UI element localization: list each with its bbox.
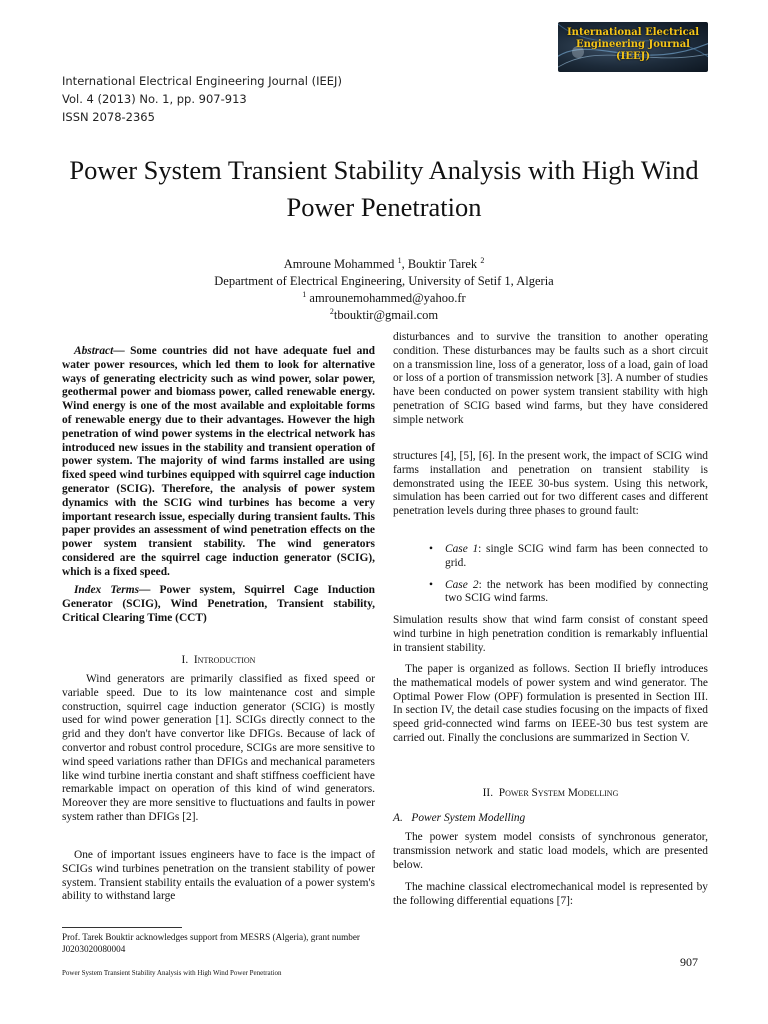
- intro-p2-text: One of important issues engineers have to face is the impact of SCIGs wind turbines penetration on the transient stability of power system. Transient stability entails the evaluation of a power system's ability to withstand large: [62, 849, 375, 903]
- journal-issn: ISSN 2078-2365: [62, 110, 155, 124]
- journal-header: [62, 72, 342, 126]
- intro-p1-text: Wind generators are primarily classified as fixed speed or variable speed. Due to its low maintenance cost and simple construction, squirrel cage induction generator (SCIG) is mostly used for wind power generation [1]. SCIGs directly connect to the grid and they don't have convertor like DFIGs. Because of lack of convertor and robust control procedure, SCIGs are more sensitive to wind speed variations rather than DFIGs and mechanical parameters like wind turbine inertia constant and shaft stiffness coefficient have remarkable impact on operation of this kind of wind generators. Moreover they are more sensitive to fluctuations and faults in power system rather than DFIGs [2].: [62, 673, 375, 823]
- author-line: Amroune Mohammed $^1$, Bouktir Tarek $^2$: [283, 256, 485, 271]
- case-2-item: [393, 579, 708, 607]
- case-2-label: Case 2: [445, 578, 479, 591]
- index-terms: [62, 584, 375, 625]
- case-1-text: : single SCIG wind farm has been connected to grid.: [445, 543, 708, 569]
- email-2-mark: 2: [329, 307, 334, 316]
- footnote-rule: [62, 927, 182, 928]
- right-paragraph-4: [393, 663, 708, 746]
- author-1-mark: 1: [397, 256, 402, 265]
- index-terms-dash: —: [139, 584, 151, 596]
- author-2-mark: 2: [480, 256, 485, 265]
- abstract-dash: —: [113, 345, 125, 357]
- footnote: Prof. Tarek Bouktir acknowledges support from MESRS (Algeria), grant number J0203020080004: [62, 932, 360, 954]
- right-p5-text: The power system model consists of synchronous generator, transmission network and static load models, which are presented below.: [393, 831, 708, 871]
- section-1-number: I.: [181, 654, 189, 666]
- right-paragraph-1: [393, 331, 708, 428]
- journal-logo: [558, 22, 708, 72]
- index-terms-label: Index Terms: [74, 584, 140, 596]
- intro-paragraph-1: [62, 673, 375, 825]
- right-p6-text: The machine classical electromechanical model is represented by the following differential equations [7]:: [393, 881, 708, 907]
- journal-name: International Electrical Engineering Journal (IEEJ): [62, 74, 342, 88]
- author-1: Amroune Mohammed: [283, 257, 395, 271]
- email-line-1: [100, 290, 668, 307]
- subsection-a-title: Power System Modelling: [411, 812, 526, 824]
- section-2-title: Power System Modelling: [498, 787, 619, 799]
- email-1-mark: 1: [302, 290, 307, 299]
- abstract-label: Abstract: [74, 345, 114, 357]
- section-1-heading: [62, 654, 375, 668]
- bullet-icon: •: [429, 578, 433, 591]
- section-2-number: II.: [482, 787, 494, 799]
- email-line-2: [100, 307, 668, 324]
- paper-title: Power System Transient Stability Analysis with High Wind Power Penetration: [69, 155, 699, 222]
- right-p4-text: The paper is organized as follows. Section II briefly introduces the mathematical models of power system and wind generator. The Optimal Power Flow (OPF) formulation is presented in Section III. In section IV, the detail case studies focusing on the impacts of fixed speed grid-connected wind farms on IEEE-30 bus test system are carried out. Finally the conclusions are summarized in Section V.: [393, 663, 708, 744]
- index-terms-text: Power system, Squirrel Cage Induction Generator (SCIG), Wind Penetration, Transient stability, Critical Clearing Time (CCT): [62, 584, 375, 624]
- case-1-label: Case 1: [445, 543, 479, 555]
- abstract: [62, 345, 375, 580]
- index-terms-paragraph: [62, 584, 375, 625]
- intro-paragraph-2: [62, 849, 375, 904]
- page-number: 907: [680, 955, 698, 969]
- right-p3-text: Simulation results show that wind farm consist of constant speed wind turbine in high penetration condition is remarkably influential in transient stability.: [393, 614, 708, 654]
- journal-volume: Vol. 4 (2013) No. 1, pp. 907-913: [62, 92, 247, 106]
- section-1-title: Introduction: [193, 654, 256, 666]
- bullet-icon: •: [429, 543, 433, 555]
- affiliation: Department of Electrical Engineering, University of Setif 1, Algeria: [214, 274, 554, 288]
- right-paragraph-2: [393, 450, 708, 519]
- case-2-text: : the network has been modified by connecting two SCIG wind farms.: [445, 578, 709, 605]
- author-2: Bouktir Tarek: [407, 257, 478, 271]
- right-p2-text: structures [4], [5], [6]. In the present work, the impact of SCIG wind farms installation and penetration on transient stability is demonstrated using the IEEE 30-bus system. Using this network, simulation has been carried out for two different cases and different penetration levels during three phases to ground fault:: [393, 450, 708, 518]
- right-paragraph-6: [393, 881, 708, 909]
- right-p1-text: disturbances and to survive the transition to another operating condition. These disturbances may be faults such as a short circuit on a transmission line, loss of a generator, loss of a load, gain of load or loss of a portion of transmission network [3]. A number of studies have been conducted on power system transient stability with high penetration of SCIG based wind farms, but they have considered simple network: [393, 331, 708, 426]
- section-2-heading: [393, 787, 708, 801]
- email-1[interactable]: amrounemohammed@yahoo.fr: [309, 291, 466, 305]
- right-paragraph-5: [393, 831, 708, 872]
- running-head: Power System Transient Stability Analysis with High Wind Power Penetration: [62, 969, 282, 977]
- logo-text: International Electrical Engineering Journal (IEEJ): [567, 27, 699, 62]
- case-1-item: [393, 543, 708, 571]
- case-list: [393, 543, 708, 606]
- abstract-text: Some countries did not have adequate fuel and water power resources, which led them to look for alternative ways of generating electricity such as wind power, solar power, geothermal power and biomass power, called renewable energy. Wind energy is one of the most available and exploitable forms of renewable energy due to their advantages. However the high penetration of wind power systems in the electrical network has introduced new issues in the stability and transient operation of power system. The majority of wind farms installed are using fixed speed wind turbines equipped with squirrel cage induction generator (SCIG). Therefore, the analysis of power system dynamics with the SCIG wind turbines has become a very important research issue, especially during transient faults. This paper provides an assessment of wind penetration effects on the power system transient stability. The wind generators considered are the squirrel cage induction generator (SCIG), which is a fixed speed.: [62, 345, 375, 578]
- author-block: [100, 256, 668, 324]
- abstract-paragraph: [62, 345, 375, 580]
- subsection-a-heading: [393, 812, 708, 826]
- email-2[interactable]: tbouktir@gmail.com: [333, 308, 439, 322]
- subsection-a-label: A.: [393, 812, 403, 824]
- right-paragraph-3: [393, 614, 708, 655]
